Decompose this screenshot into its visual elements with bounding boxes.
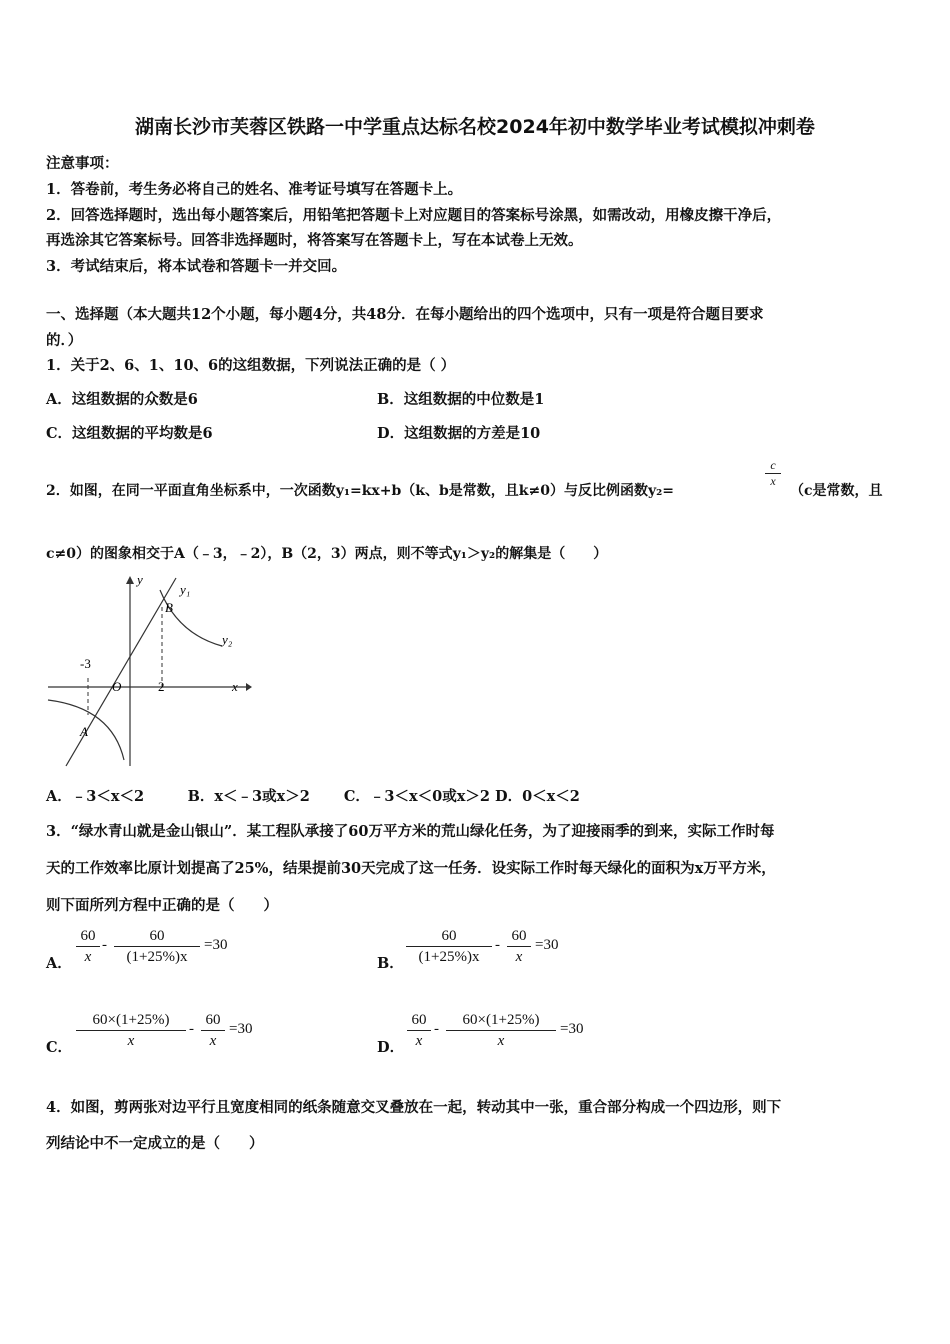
q3-c-minus: -: [189, 1021, 194, 1037]
q3-a-frac1: [76, 926, 100, 967]
q3-a-frac2-den: (1+25%)x: [126, 949, 188, 965]
q1-option-a: A．这组数据的众数是6: [46, 391, 198, 408]
q3-c-frac2-num: 60: [205, 1012, 221, 1028]
q1-option-c: C．这组数据的平均数是6: [46, 425, 213, 442]
q3-b-frac1-num: 60: [441, 928, 457, 944]
q3-c-frac1-den: x: [127, 1033, 135, 1049]
q3-a-minus: -: [102, 937, 107, 953]
q3-line1: 3．“绿水青山就是金山银山”．某工程队承接了60万平方米的荒山绿化任务，为了迎接雨季的到来，实际工作时每: [46, 823, 775, 840]
q3-option-a-label: A．: [46, 955, 72, 972]
x-axis-arrow-icon: [246, 683, 252, 691]
q3-a-frac1-num: 60: [80, 928, 96, 944]
notice-item-2: 2．回答选择题时，选出每小题答案后，用铅笔把答题卡上对应题目的答案标号涂黑，如需改动，用橡皮擦干净后，: [46, 207, 782, 224]
q3-b-frac2: [507, 926, 531, 967]
q3-c-frac1: [76, 1010, 186, 1051]
q3-d-frac2: [446, 1010, 556, 1051]
q3-d-minus: -: [434, 1021, 439, 1037]
q3-b-frac2-den: x: [515, 949, 523, 965]
q2-fraction-num: c: [770, 458, 776, 472]
q3-option-d-label: D．: [377, 1039, 405, 1056]
q3-a-frac1-den: x: [84, 949, 92, 965]
q3-a-frac2: [114, 926, 200, 967]
q3-a-rhs: =30: [204, 937, 228, 953]
y-axis-label: y: [137, 572, 143, 587]
origin-label: O: [112, 679, 122, 694]
notice-item-1: 1．答卷前，考生务必将自己的姓名、准考证号填写在答题卡上。: [46, 181, 463, 198]
y1-label: y₁: [180, 582, 191, 597]
section-heading-cont: 的．）: [46, 332, 83, 349]
q3-d-frac2-den: x: [497, 1033, 505, 1049]
page-title: 湖南长沙市芙蓉区铁路一中学重点达标名校2024年初中数学毕业考试模拟冲刺卷: [135, 116, 815, 138]
q2-stem-line2: c≠0）的图象相交于A（﹣3，﹣2），B（2，3）两点，则不等式y₁＞y₂的解集是（ ）: [46, 546, 608, 562]
point-a-label: A: [80, 724, 88, 739]
q3-b-frac2-num: 60: [511, 928, 527, 944]
q3-d-frac1-num: 60: [411, 1012, 427, 1028]
tick-neg3-label: -3: [80, 656, 91, 671]
q3-b-rhs: =30: [535, 937, 559, 953]
point-b-label: B: [165, 600, 173, 615]
q3-d-frac1: [407, 1010, 431, 1051]
y2-label: y₂: [222, 632, 233, 647]
q3-d-rhs: =30: [560, 1021, 584, 1037]
y2-branch-upper: [160, 590, 222, 646]
x-axis-label: x: [232, 679, 238, 694]
notice-heading: 注意事项：: [46, 155, 119, 172]
q2-fraction-den: x: [770, 474, 776, 488]
section-heading: 一、选择题（本大题共12个小题，每小题4分，共48分．在每小题给出的四个选项中，只有一项是符合题目要求: [46, 306, 764, 323]
q2-stem-part2: （c是常数，且: [790, 483, 883, 499]
tick-2-label: 2: [158, 679, 165, 694]
q3-a-frac2-num: 60: [149, 928, 165, 944]
q2-graph: [44, 570, 254, 770]
q3-b-frac1-den: (1+25%)x: [418, 949, 480, 965]
q3-option-b-label: B．: [377, 955, 404, 972]
q3-c-rhs: =30: [229, 1021, 253, 1037]
q2-stem-part1: 2．如图，在同一平面直角坐标系中，一次函数y₁=kx+b（k、b是常数，且k≠0）与反比例函数y₂=: [46, 483, 674, 499]
q1-stem: 1．关于2、6、1、10、6的这组数据，下列说法正确的是（ ）: [46, 357, 456, 374]
q4-line2: 列结论中不一定成立的是（ ）: [46, 1135, 264, 1152]
q3-d-frac2-num: 60×(1+25%): [462, 1012, 540, 1028]
q3-option-c-label: C．: [46, 1039, 73, 1056]
q1-option-b: B．这组数据的中位数是1: [377, 391, 545, 408]
q2-fraction: [765, 458, 781, 489]
q4-line1: 4．如图，剪两张对边平行且宽度相同的纸条随意交叉叠放在一起，转动其中一张，重合部分构成一个四边形，则下: [46, 1099, 782, 1116]
q3-b-minus: -: [495, 937, 500, 953]
q3-c-frac1-num: 60×(1+25%): [92, 1012, 170, 1028]
q3-line3: 则下面所列方程中正确的是（ ）: [46, 897, 278, 914]
q1-option-d: D．这组数据的方差是10: [377, 425, 541, 442]
q2-options: A．﹣3＜x＜2 B．x＜﹣3或x＞2 C．﹣3＜x＜0或x＞2 D．0＜x＜2: [46, 788, 580, 805]
q3-d-frac1-den: x: [415, 1033, 423, 1049]
q3-line2: 天的工作效率比原计划提高了25%，结果提前30天完成了这一任务．设实际工作时每天绿化的面积为x万平方米，: [46, 860, 776, 877]
q3-b-frac1: [406, 926, 492, 967]
q3-c-frac2: [201, 1010, 225, 1051]
q3-c-frac2-den: x: [209, 1033, 217, 1049]
notice-item-2-cont: 再选涂其它答案标号。回答非选择题时，将答案写在答题卡上，写在本试卷上无效。: [46, 232, 583, 249]
y-axis-arrow-icon: [126, 576, 134, 584]
notice-item-3: 3．考试结束后，将本试卷和答题卡一并交回。: [46, 258, 347, 275]
